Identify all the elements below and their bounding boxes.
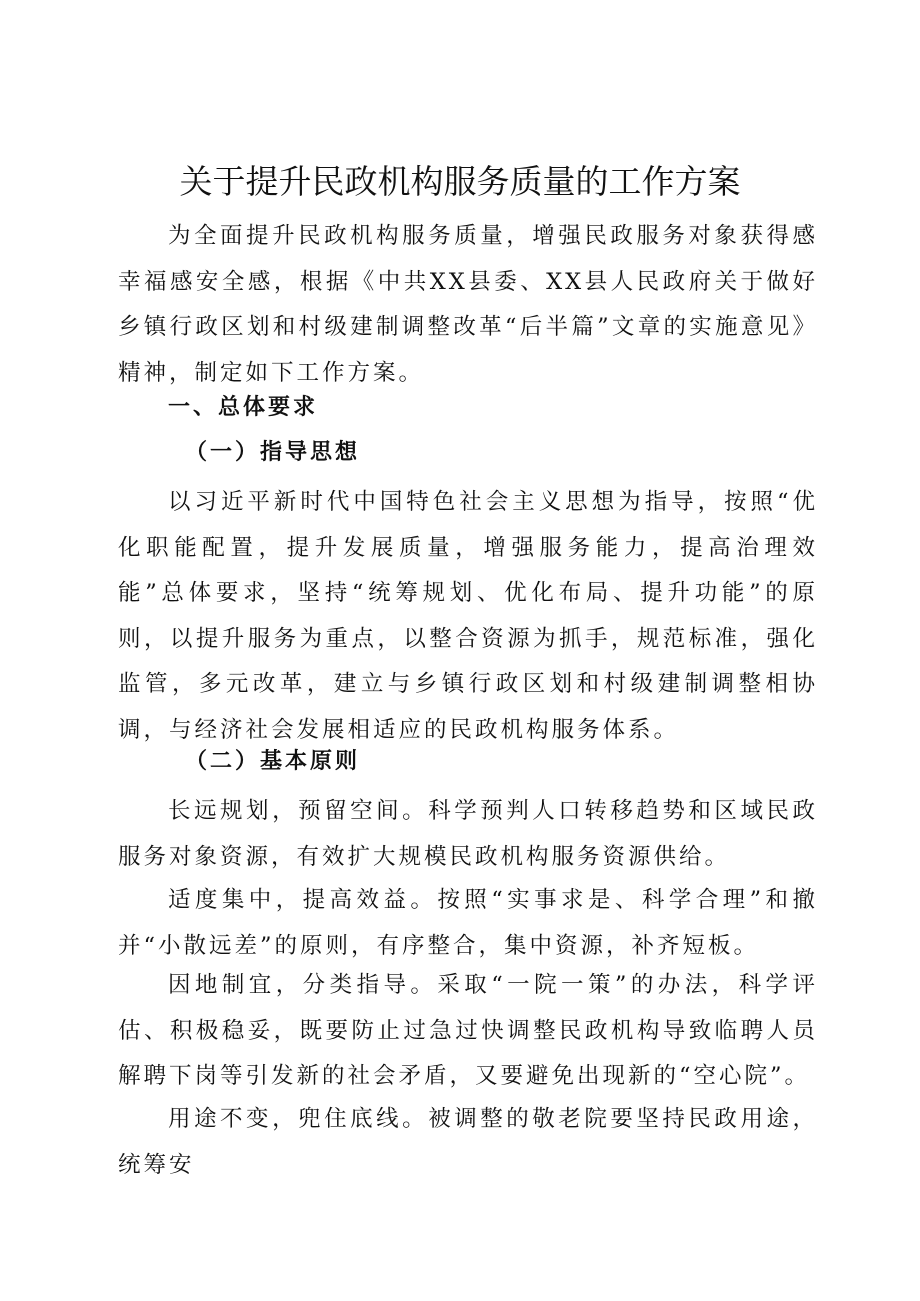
guiding-ideology-paragraph: 以习近平新时代中国特色社会主义思想为指导，按照“优化职能配置，提升发展质量，增强服务能力，提高治理效能”总体要求，坚持“统筹规划、优化布局、提升功能”的原则，以提升服务为重点，以整合资源为抓手，规范标准，强化监管，多元改革，建立与乡镇行政区划和村级建制调整相协调，与经济社会发展相适应的民政机构服务体系。 [118,489,818,743]
principle-paragraph-2: 适度集中，提高效益。按照“实事求是、科学合理”和撤并“小散远差”的原则，有序整合，集中资源，补齐短板。 [118,887,818,959]
section-heading-general-requirements: 一、总体要求 [168,395,319,420]
subsection-heading-basic-principles: （二）基本原则 [185,749,361,774]
principle-paragraph-3: 因地制宜，分类指导。采取“一院一策”的办法，科学评估、积极稳妥，既要防止过急过快调整民政机构导致临聘人员解聘下岗等引发新的社会矛盾，又要避免出现新的“空心院”。 [118,972,818,1089]
principle-paragraph-1: 长远规划，预留空间。科学预判人口转移趋势和区域民政服务对象资源，有效扩大规模民政机构服务资源供给。 [118,798,818,870]
principle-paragraph-4: 用途不变，兜住底线。被调整的敬老院要坚持民政用途，统筹安 [118,1106,818,1178]
intro-paragraph: 为全面提升民政机构服务质量，增强民政服务对象获得感幸福感安全感，根据《中共XX县委、XX县人民政府关于做好乡镇行政区划和村级建制调整改革“后半篇”文章的实施意见》精神，制定如下工作方案。 [118,223,818,386]
document-title: 关于提升民政机构服务质量的工作方案 [179,162,741,201]
subsection-heading-guiding-ideology: （一）指导思想 [185,440,361,465]
